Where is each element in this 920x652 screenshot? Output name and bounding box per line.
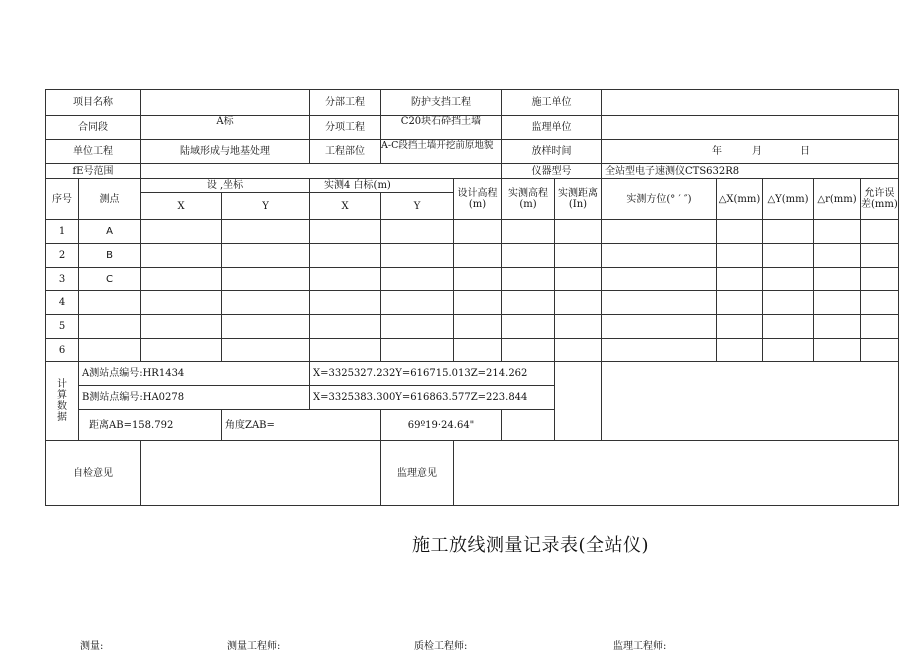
- part-label: 工程部位: [310, 140, 381, 164]
- distance-ab: 距离AB=158.792: [79, 410, 222, 441]
- month-label: 月: [752, 146, 762, 157]
- col-dy: △Y(mm): [763, 179, 814, 220]
- row-point: A: [79, 220, 141, 244]
- table-row: [46, 244, 899, 268]
- row-point: [79, 315, 141, 339]
- col-measured-dist: 实测距离 (In): [555, 179, 602, 220]
- supervision-opinion-label: 监理意见: [381, 441, 454, 506]
- sub-project-label: 分部工程: [310, 90, 381, 116]
- row-point: [79, 291, 141, 315]
- signature-qc-engineer: 质检工程师:: [414, 641, 468, 652]
- supervision-unit-label: 监理单位: [502, 116, 602, 140]
- row-seq: 5: [46, 315, 79, 339]
- col-seq: 序号: [46, 179, 79, 220]
- col-azimuth: 实测方位(° ′ ″): [602, 179, 717, 220]
- day-label: 日: [800, 146, 810, 157]
- calc-label-cell: [46, 362, 79, 441]
- range-value: [141, 164, 502, 179]
- construction-unit-value: [602, 90, 899, 116]
- station-b-label: B测站点编号:HA0278: [79, 386, 310, 410]
- station-b-coords: X=3325383.300Y=616863.577Z=223.844: [310, 386, 555, 410]
- row-seq: 2: [46, 244, 79, 268]
- col-design-y: Y: [222, 193, 310, 220]
- col-design-x: X: [141, 193, 222, 220]
- layout-time-value: [602, 140, 899, 164]
- calc-label: 计算数据: [57, 379, 67, 423]
- project-name-label: 项目名称: [46, 90, 141, 116]
- supervision-unit-value: [602, 116, 899, 140]
- station-a-coords: X=3325327.232Y=616715.013Z=214.262: [310, 362, 555, 386]
- row-point: [79, 339, 141, 362]
- col-dr: △r(mm): [814, 179, 861, 220]
- self-check-value: [141, 441, 381, 506]
- signature-survey: 测量:: [80, 641, 104, 652]
- station-a-label: A测站点编号:HR1434: [79, 362, 310, 386]
- col-measured-x: X: [310, 193, 381, 220]
- col-measured-y: Y: [381, 193, 454, 220]
- part-value: A-C段挡土墙开挖前原地貌: [381, 140, 502, 164]
- signature-survey-engineer: 测量工程师:: [227, 641, 281, 652]
- angle-label: 角度ZAB=: [222, 410, 381, 441]
- row-seq: 6: [46, 339, 79, 362]
- self-check-label: 自检意见: [46, 441, 141, 506]
- unit-project-label: 单位工程: [46, 140, 141, 164]
- col-measured-elev: 实测高程 (m): [502, 179, 555, 220]
- item-project-value: C20块石砕挡土墙: [381, 116, 502, 140]
- col-dx: △X(mm): [717, 179, 763, 220]
- table-row: [46, 220, 899, 244]
- contract-label: 合同段: [46, 116, 141, 140]
- supervision-opinion-value: [454, 441, 899, 506]
- year-label: 年: [712, 146, 722, 157]
- row-seq: 1: [46, 220, 79, 244]
- row-point: C: [79, 268, 141, 291]
- table-row: [46, 291, 899, 315]
- col-point: 测点: [79, 179, 141, 220]
- project-name-value: [141, 90, 310, 116]
- angle-value: 69º19·24.64": [381, 410, 502, 441]
- signature-supervising-engineer: 监理工程师:: [613, 641, 667, 652]
- col-measured-coord: 实测4 白标(m): [310, 179, 454, 193]
- table-row: [46, 315, 899, 339]
- unit-project-value: 陆域形成与地基处理: [141, 140, 310, 164]
- col-tolerance: 允许误 差(mm): [861, 179, 899, 220]
- col-design-coord: 设 ,坐标: [141, 179, 310, 193]
- page-title: 施工放线测量记录表(全站仪): [412, 535, 650, 556]
- table-row: [46, 339, 899, 362]
- row-seq: 4: [46, 291, 79, 315]
- survey-record-table: [45, 89, 899, 506]
- col-design-elev: 设计高程 (m): [454, 179, 502, 220]
- range-label: fE号范围: [46, 164, 141, 179]
- table-row: [46, 268, 899, 291]
- item-project-label: 分项工程: [310, 116, 381, 140]
- instrument-label: 仪器型号: [502, 164, 602, 179]
- contract-value: A标: [141, 116, 310, 140]
- instrument-value: 全站型电子速测仪CTS632R8: [602, 164, 899, 179]
- construction-unit-label: 施工单位: [502, 90, 602, 116]
- sub-project-value: 防护支挡工程: [381, 90, 502, 116]
- row-seq: 3: [46, 268, 79, 291]
- row-point: B: [79, 244, 141, 268]
- layout-time-label: 放样时间: [502, 140, 602, 164]
